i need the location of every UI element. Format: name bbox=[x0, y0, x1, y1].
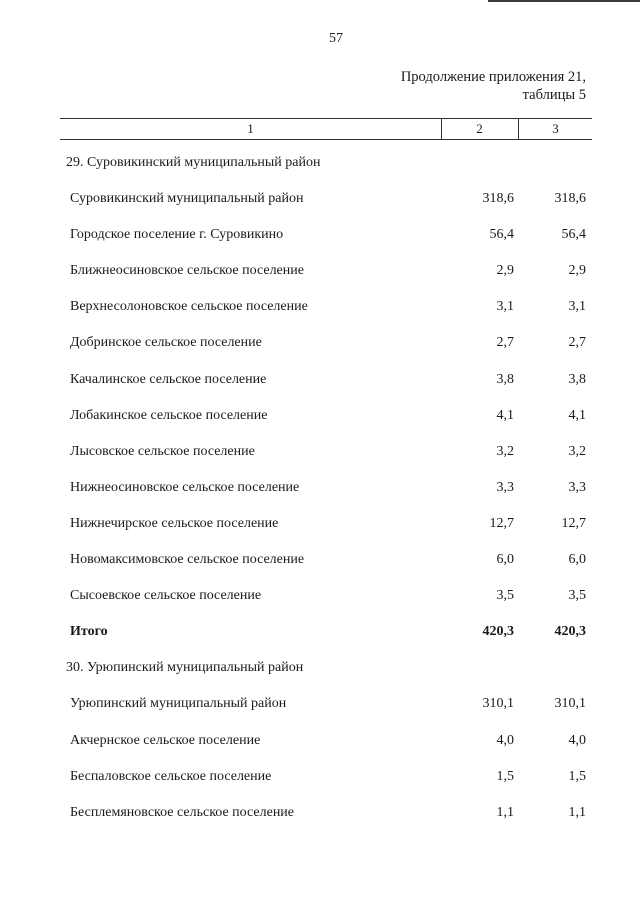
table-body bbox=[0, 145, 640, 831]
row-value-col-2: 56,4 bbox=[489, 227, 514, 243]
row-name: Городское поселение г. Суровикино bbox=[70, 227, 284, 243]
row-value-col-3: 3,5 bbox=[568, 588, 586, 604]
row-value-col-3: 6,0 bbox=[568, 552, 586, 568]
table-row bbox=[0, 325, 640, 361]
row-value-col-2: 12,7 bbox=[489, 515, 514, 531]
row-value-col-2: 318,6 bbox=[482, 191, 514, 207]
row-value-col-3: 4,1 bbox=[568, 407, 586, 423]
table-row bbox=[0, 434, 640, 470]
top-rule bbox=[488, 0, 640, 2]
row-name: Нижнеосиновское сельское поселение bbox=[70, 479, 300, 495]
row-value-col-3: 2,9 bbox=[568, 263, 586, 279]
row-name: Ближнеосиновское сельское поселение bbox=[70, 263, 304, 279]
row-value-col-2: 2,7 bbox=[496, 335, 514, 351]
row-value-col-3: 310,1 bbox=[554, 696, 586, 712]
table-row bbox=[0, 686, 640, 722]
caption-line-2: таблицы 5 bbox=[522, 87, 586, 103]
row-value-col-2: 6,0 bbox=[496, 552, 514, 568]
row-value-col-3: 3,3 bbox=[568, 479, 586, 495]
row-value-col-2: 310,1 bbox=[482, 696, 514, 712]
row-value-col-3: 56,4 bbox=[561, 227, 586, 243]
table-row bbox=[0, 470, 640, 506]
row-value-col-2: 3,1 bbox=[496, 299, 514, 315]
row-value-col-3: 318,6 bbox=[554, 191, 586, 207]
row-value-col-3: 420,3 bbox=[554, 624, 586, 640]
row-name: Урюпинский муниципальный район bbox=[70, 696, 287, 712]
row-name: Сысоевское сельское поселение bbox=[70, 588, 262, 604]
row-name: 30. Урюпинский муниципальный район bbox=[66, 660, 304, 676]
row-value-col-3: 3,1 bbox=[568, 299, 586, 315]
page-number: 57 bbox=[329, 31, 343, 46]
header-col-2: 2 bbox=[441, 119, 519, 139]
row-value-col-3: 2,7 bbox=[568, 335, 586, 351]
row-value-col-2: 1,5 bbox=[496, 768, 514, 784]
table-row-section bbox=[0, 145, 640, 181]
row-value-col-3: 3,8 bbox=[568, 371, 586, 387]
table-row bbox=[0, 578, 640, 614]
table-row-total bbox=[0, 614, 640, 650]
row-value-col-2: 4,1 bbox=[496, 407, 514, 423]
row-name: 29. Суровикинский муниципальный район bbox=[66, 155, 321, 170]
row-name: Нижнечирское сельское поселение bbox=[70, 515, 279, 531]
row-value-col-3: 1,1 bbox=[568, 804, 586, 820]
row-value-col-3: 3,2 bbox=[568, 443, 586, 459]
row-value-col-3: 12,7 bbox=[561, 515, 586, 531]
table-header bbox=[60, 118, 592, 140]
row-name: Верхнесолоновское сельское поселение bbox=[70, 299, 308, 315]
row-name: Бесплемяновское сельское поселение bbox=[70, 804, 295, 820]
table-row bbox=[0, 362, 640, 398]
row-name: Лобакинское сельское поселение bbox=[70, 407, 268, 423]
row-name: Суровикинский муниципальный район bbox=[70, 191, 304, 207]
table-row bbox=[0, 398, 640, 434]
table-row bbox=[0, 253, 640, 289]
table-row-section bbox=[0, 650, 640, 686]
table-row bbox=[0, 542, 640, 578]
table-row bbox=[0, 795, 640, 831]
row-value-col-3: 1,5 bbox=[568, 768, 586, 784]
table-row bbox=[0, 289, 640, 325]
row-value-col-2: 3,2 bbox=[496, 443, 514, 459]
table-row bbox=[0, 181, 640, 217]
row-value-col-2: 4,0 bbox=[496, 732, 514, 748]
header-col-3: 3 bbox=[552, 121, 559, 136]
row-value-col-2: 3,3 bbox=[496, 479, 514, 495]
header-col-1: 1 bbox=[60, 119, 442, 139]
row-value-col-2: 2,9 bbox=[496, 263, 514, 279]
appendix-caption bbox=[401, 68, 586, 104]
row-value-col-2: 3,8 bbox=[496, 371, 514, 387]
row-name: Акчернское сельское поселение bbox=[70, 732, 261, 748]
table-row bbox=[0, 506, 640, 542]
row-name: Новомаксимовское сельское поселение bbox=[70, 552, 305, 568]
row-value-col-3: 4,0 bbox=[568, 732, 586, 748]
row-name: Добринское сельское поселение bbox=[70, 335, 262, 351]
row-name: Беспаловское сельское поселение bbox=[70, 768, 272, 784]
table-row bbox=[0, 217, 640, 253]
caption-line-1: Продолжение приложения 21, bbox=[400, 69, 586, 85]
row-name: Качалинское сельское поселение bbox=[70, 371, 267, 387]
row-name: Итого bbox=[70, 624, 108, 640]
row-value-col-2: 1,1 bbox=[496, 804, 514, 820]
row-value-col-2: 3,5 bbox=[496, 588, 514, 604]
row-value-col-2: 420,3 bbox=[482, 624, 514, 640]
table-row bbox=[0, 759, 640, 795]
row-name: Лысовское сельское поселение bbox=[70, 443, 255, 459]
table-row bbox=[0, 723, 640, 759]
